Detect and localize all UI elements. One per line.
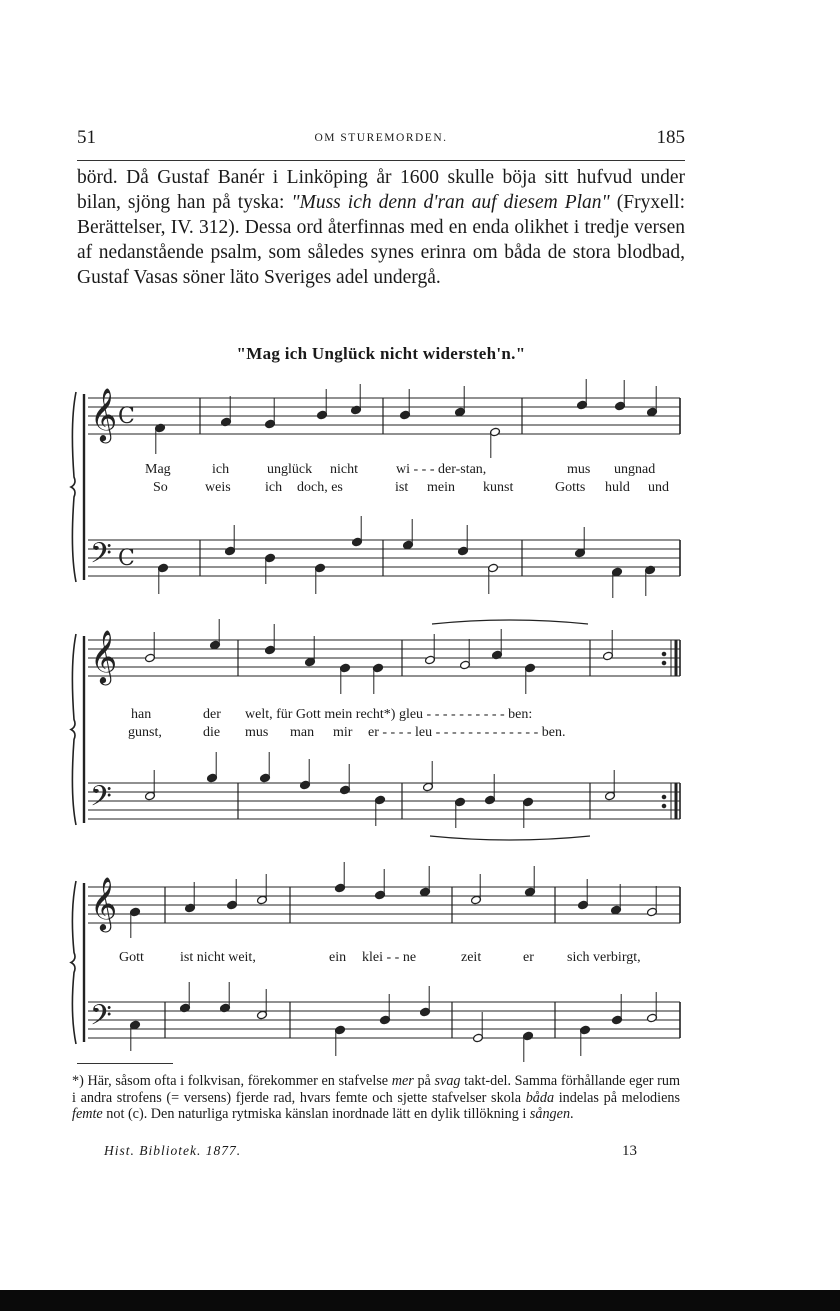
footnote-italic: sången — [529, 1106, 571, 1122]
system-brace — [71, 392, 76, 582]
footnote-italic: båda — [525, 1089, 555, 1106]
lyric-syllable: han — [131, 707, 152, 722]
repeat-dot — [662, 652, 666, 656]
lyric-syllable: mus — [567, 462, 591, 477]
bass-clef: 𝄢 — [90, 780, 112, 820]
paragraph-text: börd. Då Gustaf Banér i Linköping år 1600 skulle böja sitt hufvud under bilan, sjöng han på tyska: — [77, 167, 685, 213]
chapter-number: 51 — [77, 127, 96, 148]
footnote-italic: femte — [72, 1106, 103, 1122]
lyric-syllable: Mag — [145, 462, 171, 477]
lyric-syllable: weis — [205, 480, 231, 495]
signature-number: 13 — [622, 1143, 637, 1159]
lyric-syllable: So — [153, 480, 168, 495]
lyric-syllable: ist nicht weit, — [180, 950, 256, 965]
footnote-text: not (c). Den naturliga rytmiska känslan inordnade lätt en dylik tillökning i — [102, 1106, 530, 1122]
slur — [432, 620, 588, 624]
lyric-syllable: huld — [605, 480, 630, 495]
lyric-syllable: nicht — [330, 462, 358, 477]
signature-mark: Hist. Bibliotek. 1877. — [104, 1143, 242, 1158]
lyric-syllable: welt, für Gott mein recht*) gleu - - - - - - - - - - ben: — [245, 707, 533, 722]
lyric-syllable: wi - - - der-stan, — [396, 462, 487, 477]
treble-clef: 𝄞 — [90, 876, 118, 930]
bass-clef: 𝄢 — [90, 537, 112, 577]
common-time: C — [118, 404, 135, 429]
footnote — [72, 1073, 680, 1123]
lyric-syllable: kunst — [483, 480, 514, 495]
slur — [430, 836, 590, 840]
repeat-dot — [662, 795, 666, 799]
repeat-dot — [662, 661, 666, 665]
treble-clef: 𝄞 — [90, 387, 118, 441]
page-number: 185 — [656, 127, 685, 148]
lyric-syllable: ist — [395, 480, 409, 495]
lyric-syllable: der — [203, 707, 221, 722]
footnote-italic: svag — [434, 1073, 461, 1089]
footnote-text: *) Här, såsom ofta i folkvisan, förekommer en stafvelse — [72, 1073, 392, 1089]
lyric-syllable: sich verbirgt, — [567, 950, 641, 965]
system-brace — [71, 634, 76, 825]
footnote-text: på — [413, 1073, 435, 1089]
lyric-syllable: und — [648, 480, 669, 495]
lyric-syllable: ein — [329, 950, 347, 965]
common-time: C — [118, 546, 135, 571]
lyric-syllable: er - - - - leu - - - - - - - - - - - - - ben. — [368, 725, 566, 740]
repeat-dot — [662, 804, 666, 808]
lyric-syllable: unglück — [267, 462, 313, 477]
lyric-syllable: mir — [333, 725, 353, 740]
lyric-syllable: mein — [427, 480, 455, 495]
footnote-text: takt-del. Samma förhållande eger rum i andra strofens (= versens) fjerde rad, hvars femte och sjette stafvelser skola — [72, 1073, 680, 1106]
lyric-syllable: Gott — [119, 950, 144, 965]
lyric-syllable: er — [523, 950, 534, 965]
lyric-syllable: mus — [245, 725, 269, 740]
lyric-syllable: ungnad — [614, 462, 656, 477]
paragraph-text: (Fryxell: Berättelser, IV. 312). Dessa ord återfinnas med en enda olikhet i tredje versen af nedanstående psalm, som således synes erinra om båda de stora blodbad, Gustaf Vasas söner läto Sveriges adel undergå. — [77, 192, 685, 288]
footnote-text: . — [570, 1106, 574, 1122]
lyric-syllable: ich — [212, 462, 230, 477]
footnote-text: indelas på melodiens — [554, 1089, 680, 1106]
system-brace — [71, 881, 76, 1044]
scan-border — [0, 1290, 840, 1311]
treble-clef: 𝄞 — [90, 629, 118, 683]
footnote-italic: mer — [391, 1073, 414, 1089]
running-title: OM STUREMORDEN. — [314, 132, 448, 144]
lyric-syllable: doch, es — [297, 480, 343, 495]
lyric-syllable: ich — [265, 480, 283, 495]
lyric-syllable: klei - - ne — [362, 950, 417, 965]
lyric-syllable: man — [290, 725, 315, 740]
lyric-syllable: gunst, — [128, 725, 162, 740]
paragraph-quote: "Muss ich denn d'ran auf diesem Plan" — [291, 192, 610, 213]
lyric-syllable: die — [203, 725, 221, 740]
bass-clef: 𝄢 — [90, 999, 112, 1039]
footnote-rule — [77, 1063, 173, 1064]
lyric-syllable: zeit — [461, 950, 482, 965]
song-title: "Mag ich Unglück nicht widersteh'n." — [236, 344, 526, 363]
lyric-syllable: Gotts — [555, 480, 586, 495]
